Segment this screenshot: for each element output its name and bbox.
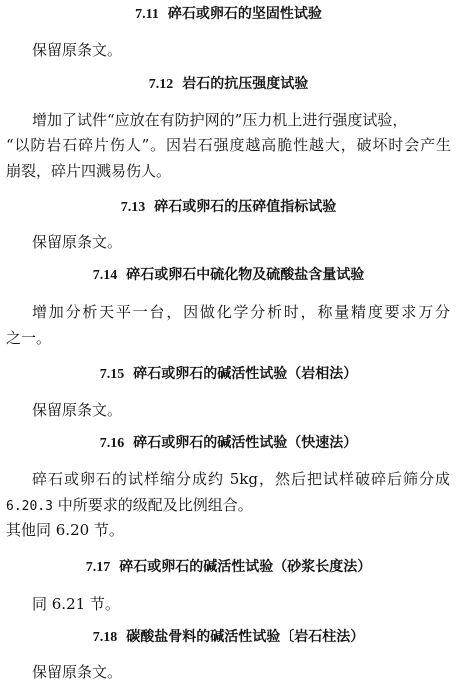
section-title: 碎石或卵石的碱活性试验（快速法） <box>133 435 358 451</box>
paragraph-7-12-line-2: “以防岩石碎片伤人”。因岩石强度越高脆性越大，破坏时会产生 <box>6 136 451 154</box>
section-heading-7-18 <box>0 627 457 648</box>
clause-reference: 6.20.3 <box>6 499 53 514</box>
section-number: 7.15 <box>99 367 125 382</box>
section-number: 7.18 <box>92 630 118 645</box>
paragraph-7-14-line-2: 之一。 <box>6 329 52 347</box>
section-number: 7.12 <box>148 77 174 92</box>
paragraph-7-17: 同 6.21 节。 <box>32 595 120 613</box>
paragraph-7-18: 保留原条文。 <box>32 663 123 681</box>
section-number: 7.11 <box>135 7 159 22</box>
section-heading-7-17 <box>0 557 457 578</box>
section-heading-7-16 <box>0 433 457 454</box>
paragraph-7-16-line-3: 其他同 6.20 节。 <box>6 521 124 539</box>
section-title: 碎石或卵石的坚固性试验 <box>167 6 322 22</box>
paragraph-text: 中所要求的级配及比例组合。 <box>52 496 253 514</box>
section-title: 碎石或卵石中硫化物及硫酸盐含量试验 <box>126 267 365 283</box>
paragraph-7-11: 保留原条文。 <box>32 41 123 59</box>
section-number: 7.14 <box>92 268 118 283</box>
section-number: 7.16 <box>99 436 125 451</box>
section-title: 碎石或卵石的压碎值指标试验 <box>154 199 337 215</box>
paragraph-7-16-line-1: 碎石或卵石的试样缩分成约 5kg，然后把试样破碎后筛分成 <box>32 470 450 488</box>
section-heading-7-13 <box>0 197 457 218</box>
section-number: 7.17 <box>85 560 111 575</box>
paragraph-7-16-line-2 <box>6 495 253 517</box>
section-title: 岩石的抗压强度试验 <box>182 76 309 92</box>
paragraph-7-15: 保留原条文。 <box>32 401 123 419</box>
section-title: 碳酸盐骨料的碱活性试验〔岩石柱法） <box>126 629 365 645</box>
paragraph-7-12-line-1: 增加了试件“应放在有防护网的”压力机上进行强度试验， <box>32 111 408 129</box>
section-number: 7.13 <box>120 200 146 215</box>
section-heading-7-14 <box>0 265 457 286</box>
section-heading-7-15 <box>0 364 457 385</box>
paragraph-7-13: 保留原条文。 <box>32 233 123 251</box>
section-title: 碎石或卵石的碱活性试验（岩相法） <box>133 366 358 382</box>
section-title: 碎石或卵石的碱活性试验（砂浆长度法） <box>119 559 372 575</box>
paragraph-7-12-line-3: 崩裂，碎片四溅易伤人。 <box>6 162 172 180</box>
section-heading-7-11 <box>0 4 457 25</box>
paragraph-7-14-line-1: 增加分析天平一台，因做化学分析时，称量精度要求万分 <box>32 303 450 321</box>
section-heading-7-12 <box>0 74 457 95</box>
